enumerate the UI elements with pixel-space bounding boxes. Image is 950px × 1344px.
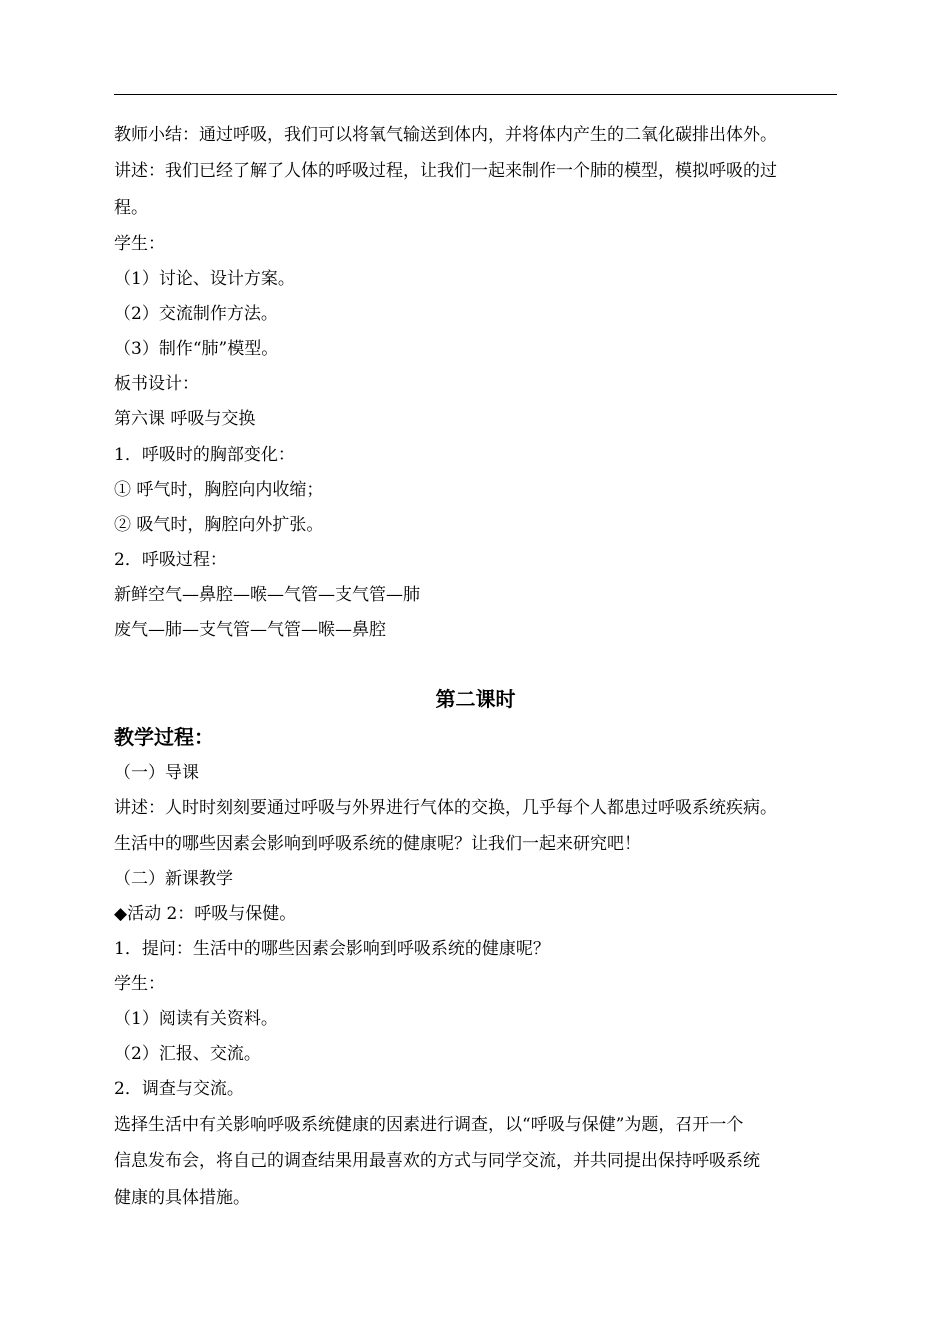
section-heading: 第二课时 bbox=[435, 687, 516, 711]
text-line: （3）制作“肺”模型。 bbox=[114, 339, 279, 359]
text-line: 板书设计： bbox=[114, 374, 199, 394]
text-line: ② 吸气时，胸腔向外扩张。 bbox=[114, 515, 324, 535]
text-line: 教师小结：通过呼吸，我们可以将氧气输送到体内，并将体内产生的二氧化碳排出体外。 bbox=[114, 125, 777, 145]
text-line: （2）交流制作方法。 bbox=[114, 304, 278, 324]
text-line: 讲述：我们已经了解了人体的呼吸过程，让我们一起来制作一个肺的模型，模拟呼吸的过 bbox=[114, 161, 777, 181]
text-line: 选择生活中有关影响呼吸系统健康的因素进行调查，以“呼吸与保健”为题，召开一个 bbox=[114, 1115, 744, 1135]
text-line: 健康的具体措施。 bbox=[114, 1188, 250, 1208]
text-line: ◆活动 2：呼吸与保健。 bbox=[114, 904, 297, 924]
text-line: （二）新课教学 bbox=[114, 869, 233, 889]
text-line: 信息发布会，将自己的调查结果用最喜欢的方式与同学交流，并共同提出保持呼吸系统 bbox=[114, 1151, 760, 1171]
text-line: 学生： bbox=[114, 974, 165, 994]
text-line: 1．提问：生活中的哪些因素会影响到呼吸系统的健康呢？ bbox=[114, 939, 550, 959]
text-line: 讲述：人时时刻刻要通过呼吸与外界进行气体的交换，几乎每个人都患过呼吸系统疾病。 bbox=[114, 798, 777, 818]
text-line: （1）讨论、设计方案。 bbox=[114, 269, 295, 289]
text-line: 2．呼吸过程： bbox=[114, 550, 227, 570]
text-line: 2．调查与交流。 bbox=[114, 1079, 244, 1099]
header-rule bbox=[114, 94, 837, 95]
text-line: 程。 bbox=[114, 198, 148, 218]
text-line: （1）阅读有关资料。 bbox=[114, 1009, 278, 1029]
text-line: 生活中的哪些因素会影响到呼吸系统的健康呢？让我们一起来研究吧！ bbox=[114, 834, 641, 854]
text-line: （2）汇报、交流。 bbox=[114, 1044, 261, 1064]
subheading: 教学过程： bbox=[114, 725, 214, 749]
text-line: 废气—肺—支气管—气管—喉—鼻腔 bbox=[114, 620, 386, 640]
text-line: 新鲜空气—鼻腔—喉—气管—支气管—肺 bbox=[114, 585, 420, 605]
text-line: （一）导课 bbox=[114, 763, 199, 783]
text-line: 第六课 呼吸与交换 bbox=[114, 409, 256, 429]
text-line: 1．呼吸时的胸部变化： bbox=[114, 445, 295, 465]
text-line: 学生： bbox=[114, 234, 165, 254]
text-line: ① 呼气时，胸腔向内收缩； bbox=[114, 480, 324, 500]
